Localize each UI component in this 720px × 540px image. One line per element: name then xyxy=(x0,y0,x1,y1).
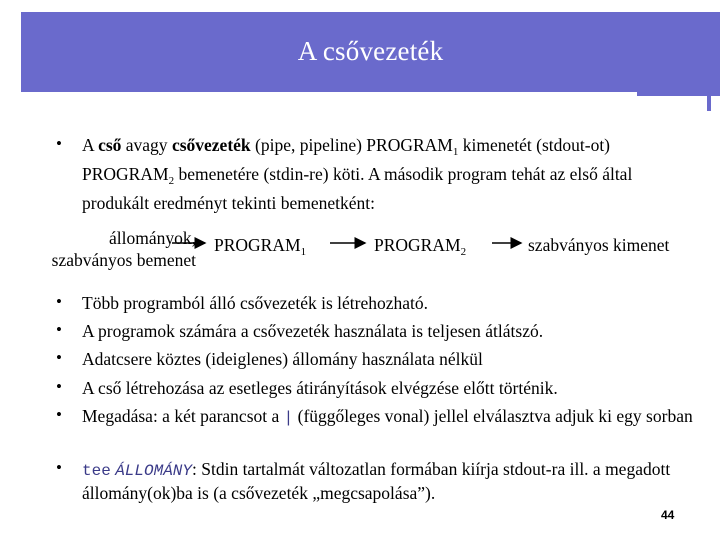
bullet-item-pipe-syntax xyxy=(82,405,702,429)
tee-argument-code: ÁLLOMÁNY xyxy=(115,462,192,480)
bullet-item: Több programból álló csővezeték is létrehozható. xyxy=(82,293,428,313)
input-label-line: állományok, xyxy=(109,228,196,248)
slide-title: A csővezeték xyxy=(297,36,444,66)
intro-text: (pipe, pipeline) PROGRAM xyxy=(250,135,453,155)
tee-command-code: tee xyxy=(82,462,111,480)
pipe-symbol-code: | xyxy=(283,409,294,427)
bullet-marker: • xyxy=(56,134,62,153)
bullet-marker: • xyxy=(56,405,62,424)
subscript: 1 xyxy=(452,146,459,158)
subscript: 2 xyxy=(168,175,175,187)
subscript: 2 xyxy=(460,246,467,258)
intro-paragraph xyxy=(82,134,702,214)
program2-box xyxy=(374,234,466,263)
bullet-marker: • xyxy=(56,292,62,311)
input-label-line: szabványos bemenet xyxy=(51,250,196,270)
bullet-text: : Stdin tartalmát változatlan formában kiírja stdout-ra ill. a megadott állomány(ok)ba is (a csővezeték „megcsapolása”). xyxy=(82,459,671,503)
subscript: 1 xyxy=(300,246,307,258)
program1-name: PROGRAM xyxy=(214,235,301,255)
bullet-marker: • xyxy=(56,377,62,396)
bullet-item: A cső létrehozása az esetleges átirányítások elvégzése előtt történik. xyxy=(82,378,558,398)
bullet-text: (függőleges vonal) jellel elválasztva adjuk ki egy sorban xyxy=(293,406,693,426)
bullet-marker: • xyxy=(56,348,62,367)
bullet-item: A programok számára a csővezeték használata is teljesen átlátszó. xyxy=(82,321,544,341)
decorative-line xyxy=(707,96,711,111)
program1-box xyxy=(214,234,306,263)
intro-term-cso: cső xyxy=(98,135,122,155)
intro-term-csovezetek: csővezeték xyxy=(171,135,251,155)
bullet-marker: • xyxy=(56,458,62,477)
diagram-input-label xyxy=(28,227,196,271)
page-number: 44 xyxy=(661,508,675,522)
intro-text: A xyxy=(82,135,99,155)
intro-text: bemenetére (stdin-re) köti. A második program tehát az első által produkált eredményt tekinti bemenetként: xyxy=(82,164,633,213)
diagram-output-label: szabványos kimenet xyxy=(528,235,670,255)
intro-text: kimenetét (stdout-ot) PROGRAM xyxy=(82,135,611,184)
bullet-item-tee xyxy=(82,458,702,504)
bullet-marker: • xyxy=(56,320,62,339)
bullet-text: Megadása: a két parancsot a xyxy=(82,406,284,426)
program2-name: PROGRAM xyxy=(374,235,461,255)
title-underline xyxy=(21,92,637,96)
intro-text: avagy xyxy=(121,135,172,155)
bullet-item: Adatcsere köztes (ideiglenes) állomány használata nélkül xyxy=(82,349,483,369)
